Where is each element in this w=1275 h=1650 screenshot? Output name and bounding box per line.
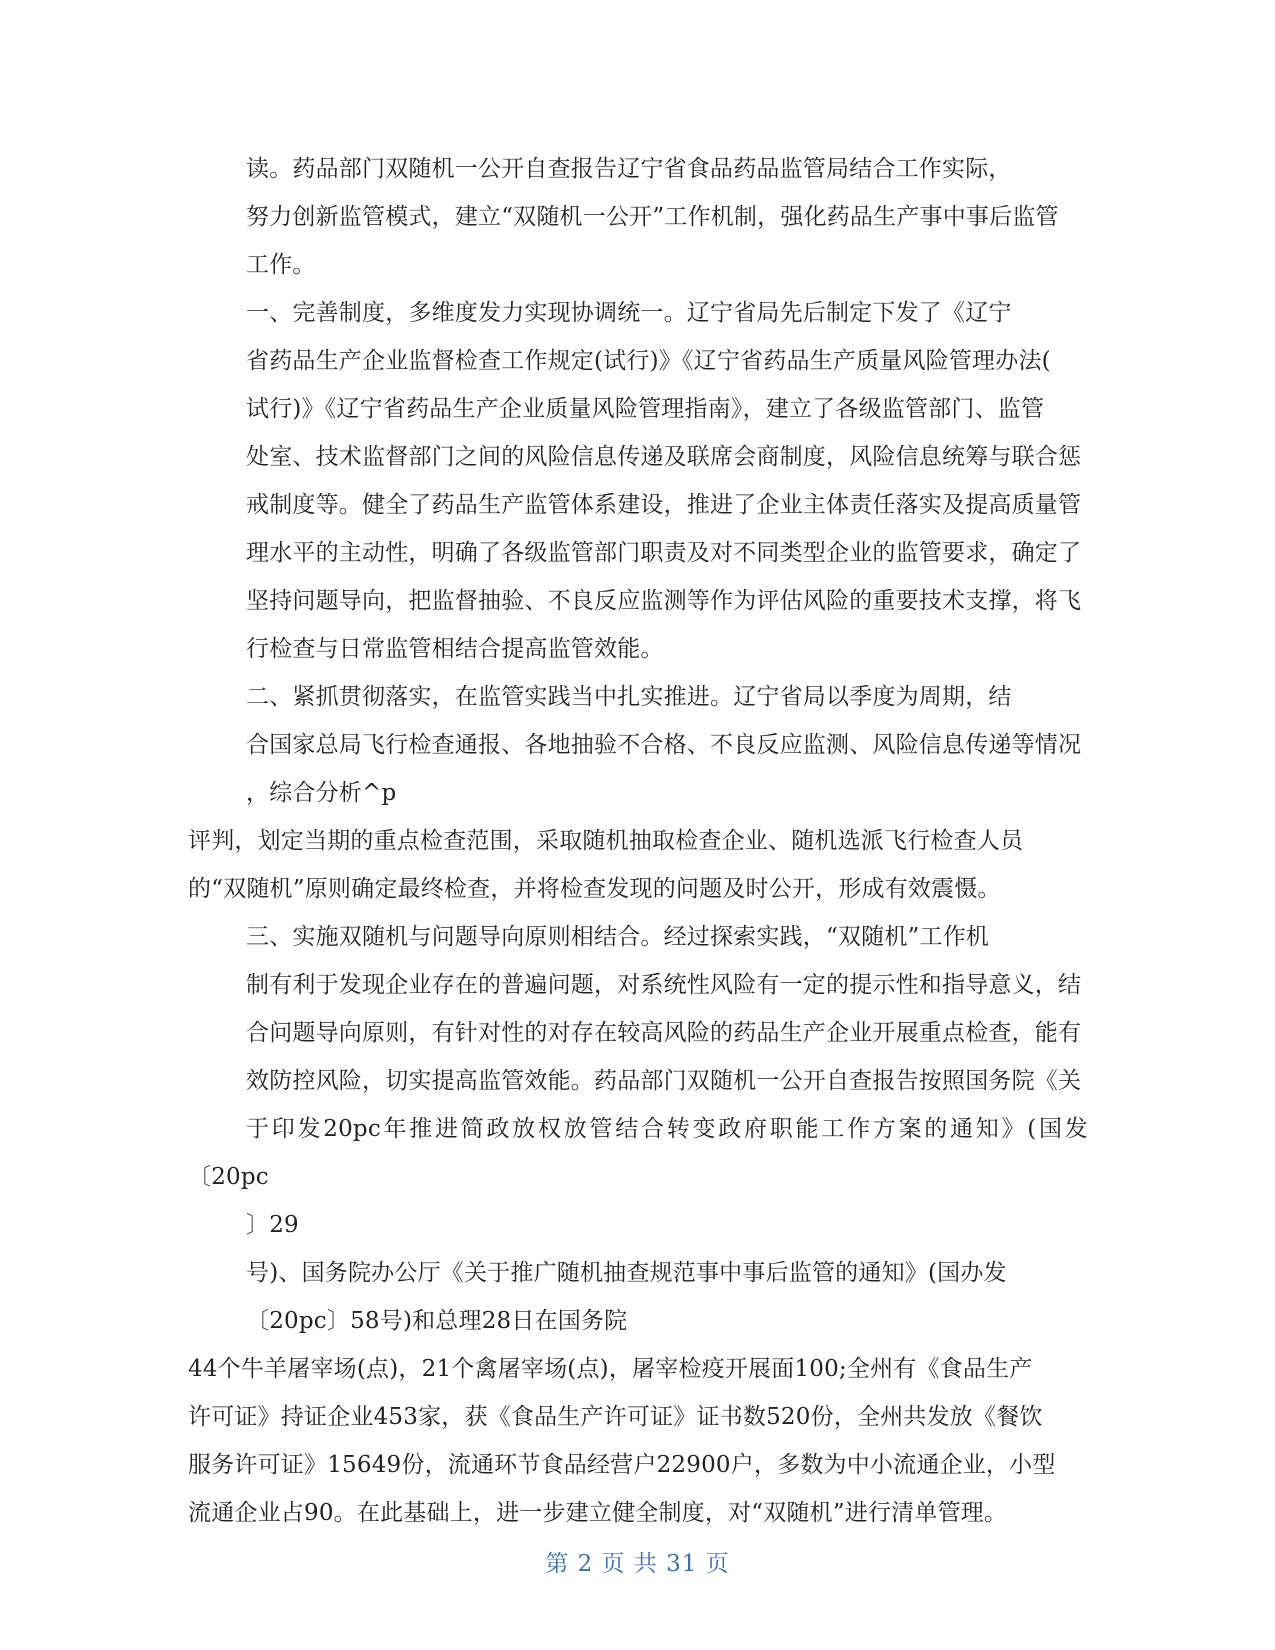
text-line: 合问题导向原则，有针对性的对存在较高风险的药品生产企业开展重点检查，能有	[246, 1020, 1082, 1046]
text-line: 许可证》持证企业453家，获《食品生产许可证》证书数520份，全州共发放《餐饮	[188, 1404, 1043, 1430]
text-line: 读。药品部门双随机一公开自查报告辽宁省食品药品监管局结合工作实际，	[246, 156, 1012, 182]
text-line: 行检查与日常监管相结合提高监管效能。	[246, 636, 664, 662]
paragraph	[188, 289, 1088, 673]
text-line: 省药品生产企业监督检查工作规定(试行)》《辽宁省药品生产质量风险管理办法(	[246, 348, 1051, 374]
text-line: 坚持问题导向，把监督抽验、不良反应监测等作为评估风险的重要技术支撑，将飞	[246, 588, 1082, 614]
text-line: 效防控风险，切实提高监管效能。药品部门双随机一公开自查报告按照国务院《关	[246, 1068, 1082, 1094]
text-line: 服务许可证》15649份，流通环节食品经营户22900户，多数为中小流通企业，小型	[188, 1452, 1056, 1478]
text-line: 合国家总局飞行检查通报、各地抽验不合格、不良反应监测、风险信息传递等情况	[246, 732, 1082, 758]
document-body	[188, 145, 1088, 1537]
text-line: 处室、技术监督部门之间的风险信息传递及联席会商制度，风险信息统筹与联合惩	[246, 444, 1082, 470]
text-line: 44个牛羊屠宰场(点)，21个禽屠宰场(点)，屠宰检疫开展面100;全州有《食品生产	[188, 1356, 1033, 1382]
text-line: ，综合分析^p	[246, 780, 397, 806]
text-line: 理水平的主动性，明确了各级监管部门职责及对不同类型企业的监管要求，确定了	[246, 540, 1082, 566]
text-line: 试行)》《辽宁省药品生产企业质量风险管理指南》，建立了各级监管部门、监管	[246, 396, 1045, 422]
text-line: 评判，划定当期的重点检查范围，采取随机抽取检查企业、随机选派飞行检查人员	[188, 828, 1024, 854]
text-line: 三、实施双随机与问题导向原则相结合。经过探索实践，“双随机”工作机	[246, 924, 990, 950]
paragraph	[188, 673, 1088, 817]
paragraph	[188, 817, 1088, 913]
page-footer: 第 2 页 共 31 页	[545, 1551, 730, 1577]
text-line: 的“双随机”原则确定最终检查，并将检查发现的问题及时公开，形成有效震慑。	[188, 876, 1001, 902]
text-line: 制有利于发现企业存在的普遍问题，对系统性风险有一定的提示性和指导意义，结	[246, 972, 1082, 998]
text-line: 努力创新监管模式，建立“双随机一公开”工作机制，强化药品生产事中事后监管	[246, 204, 1059, 230]
text-line: 二、紧抓贯彻落实，在监管实践当中扎实推进。辽宁省局以季度为周期，结	[246, 684, 1012, 710]
paragraph	[188, 913, 1088, 1249]
text-line: 工作。	[246, 252, 316, 278]
text-line: 〔20pc〕58号)和总理28日在国务院	[246, 1308, 628, 1334]
paragraph	[188, 1249, 1088, 1345]
text-line: 一、完善制度，多维度发力实现协调统一。辽宁省局先后制定下发了《辽宁	[246, 300, 1012, 326]
text-line: 于印发20pc年推进简政放权放管结合转变政府职能工作方案的通知》(国发〔20pc	[188, 1116, 1088, 1190]
text-line: 号)、国务院办公厅《关于推广随机抽查规范事中事后监管的通知》(国办发	[246, 1260, 1007, 1286]
paragraph	[188, 145, 1088, 289]
paragraph	[188, 1345, 1088, 1537]
text-line: 流通企业占90。在此基础上，进一步建立健全制度，对“双随机”进行清单管理。	[188, 1500, 1008, 1526]
text-line: 〕29	[246, 1212, 299, 1238]
text-line: 戒制度等。健全了药品生产监管体系建设，推进了企业主体责任落实及提高质量管	[246, 492, 1082, 518]
